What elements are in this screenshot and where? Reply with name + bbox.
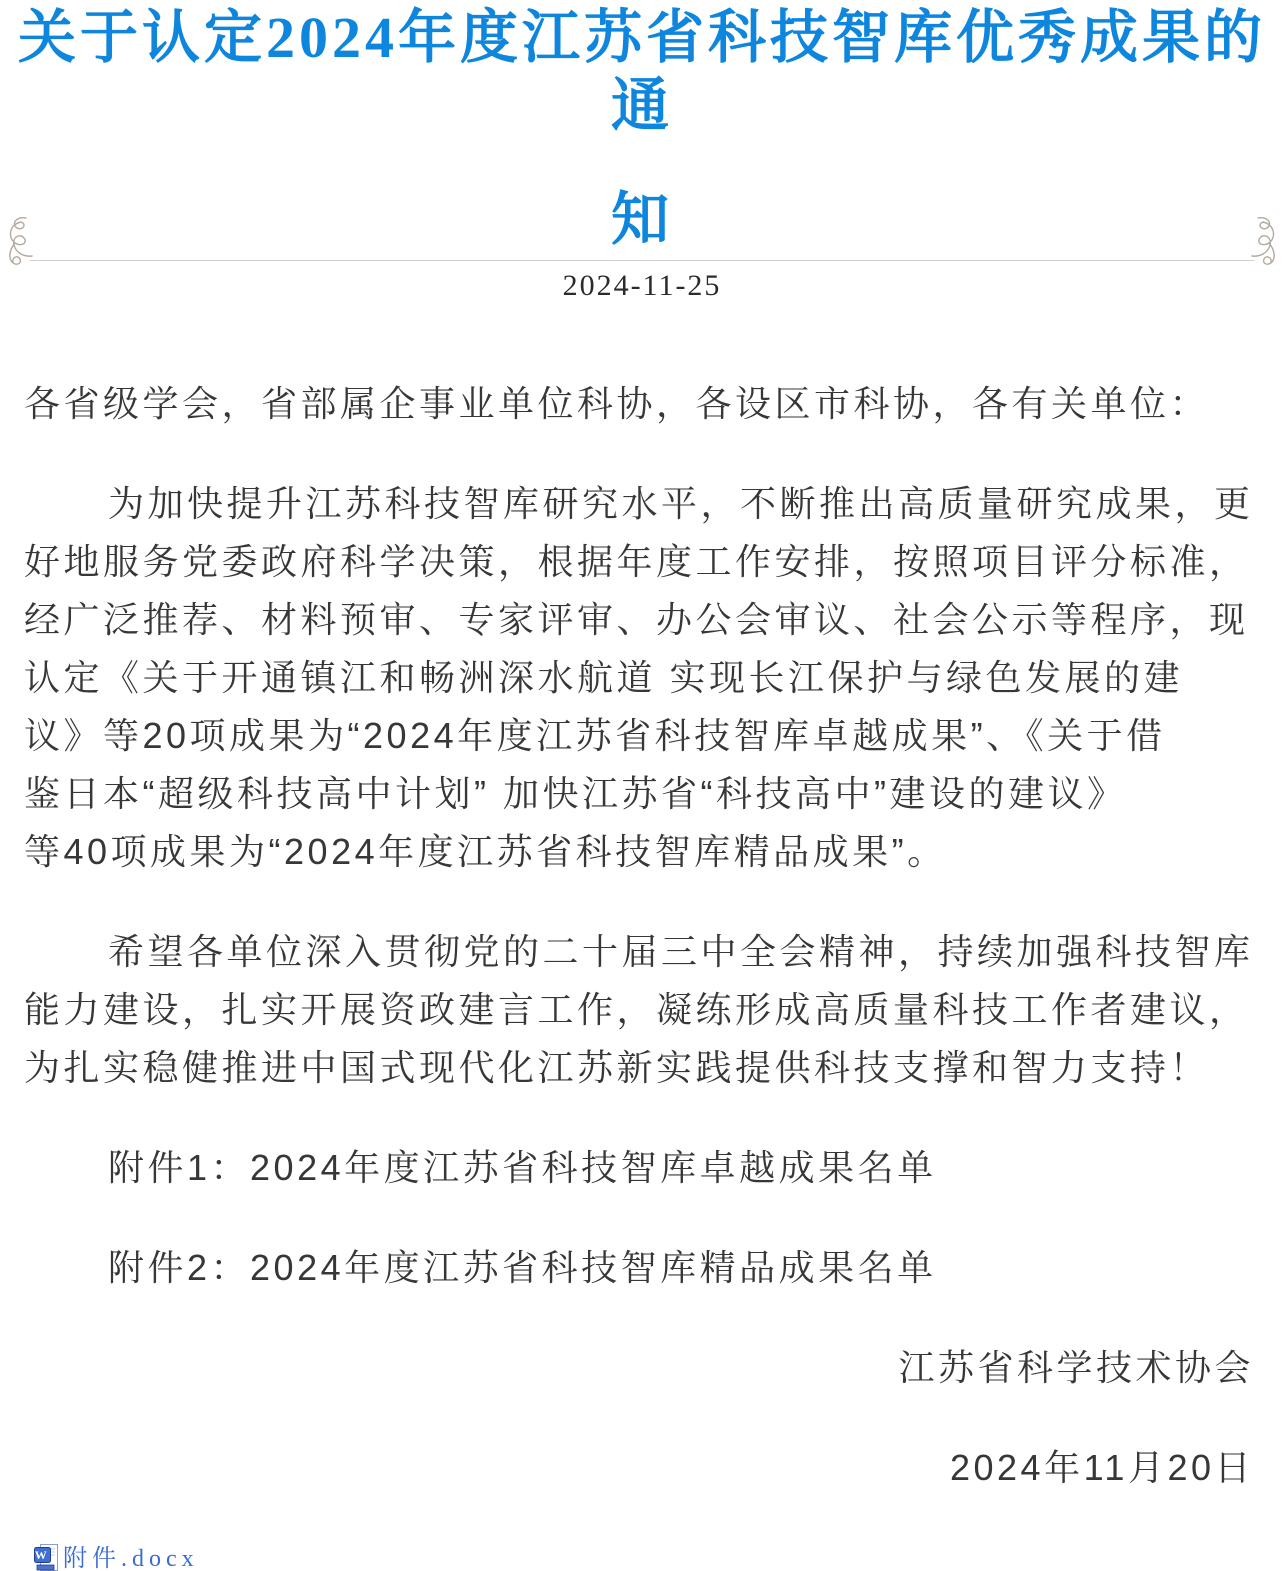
page-title: [0, 0, 1284, 254]
signature-org-line: 江苏省科学技术协会: [24, 1339, 1254, 1397]
divider-line: [30, 260, 1254, 261]
attachment-line: 附件1：2024年度江苏省科技智库卓越成果名单: [24, 1139, 1260, 1197]
paragraph-line: 等40项成果为“2024年度江苏省科技智库精品成果”。: [24, 823, 1260, 881]
page-title-line2: 知: [0, 186, 1284, 254]
attachment-list-item-1: [24, 1139, 1260, 1197]
page-title-line1: 关于认定2024年度江苏省科技智库优秀成果的通: [0, 0, 1284, 140]
paragraph-1: [24, 475, 1260, 881]
publish-date: 2024-11-25: [0, 271, 1284, 301]
signature-date-line: 2024年11月20日: [24, 1439, 1254, 1497]
ornamental-divider: [0, 260, 1284, 262]
paragraph-line: 能力建设，扎实开展资政建言工作，凝练形成高质量科技工作者建议，: [24, 981, 1260, 1039]
paragraph-line: 鉴日本“超级科技高中计划” 加快江苏省“科技高中”建设的建议》: [24, 765, 1260, 823]
paragraph-line: 认定《关于开通镇江和畅洲深水航道 实现长江保护与绿色发展的建: [24, 649, 1260, 707]
paragraph-line: 经广泛推荐、材料预审、专家评审、办公会审议、社会公示等程序，现: [24, 591, 1260, 649]
signature-date: [24, 1439, 1260, 1497]
paragraph-line: 为扎实稳健推进中国式现代化江苏新实践提供科技支撑和智力支持！: [24, 1039, 1260, 1097]
attachment-file-link[interactable]: 附件.docx: [63, 1538, 199, 1571]
attachment-file-row: [34, 1539, 1260, 1571]
paragraph-line: 好地服务党委政府科学决策，根据年度工作安排，按照项目评分标准，: [24, 533, 1260, 591]
attachment-line: 附件2：2024年度江苏省科技智库精品成果名单: [24, 1239, 1260, 1297]
paragraph-2: [24, 923, 1260, 1097]
paragraph-line: 希望各单位深入贯彻党的二十届三中全会精神，持续加强科技智库: [24, 923, 1260, 981]
flourish-ornament-left-icon: [2, 215, 38, 269]
attachment-list-item-2: [24, 1239, 1260, 1297]
salutation: [24, 375, 1260, 433]
signature-org: [24, 1339, 1260, 1397]
paragraph-line: 议》等20项成果为“2024年度江苏省科技智库卓越成果”、《关于借: [24, 707, 1260, 765]
word-file-icon: [34, 1540, 59, 1570]
notice-body: [0, 375, 1284, 1571]
salutation-line: 各省级学会，省部属企事业单位科协，各设区市科协，各有关单位：: [24, 375, 1260, 433]
notice-header: [0, 0, 1284, 301]
paragraph-line: 为加快提升江苏科技智库研究水平，不断推出高质量研究成果，更: [24, 475, 1260, 533]
flourish-ornament-right-icon: [1246, 215, 1282, 269]
svg-text:W: W: [35, 1548, 51, 1562]
